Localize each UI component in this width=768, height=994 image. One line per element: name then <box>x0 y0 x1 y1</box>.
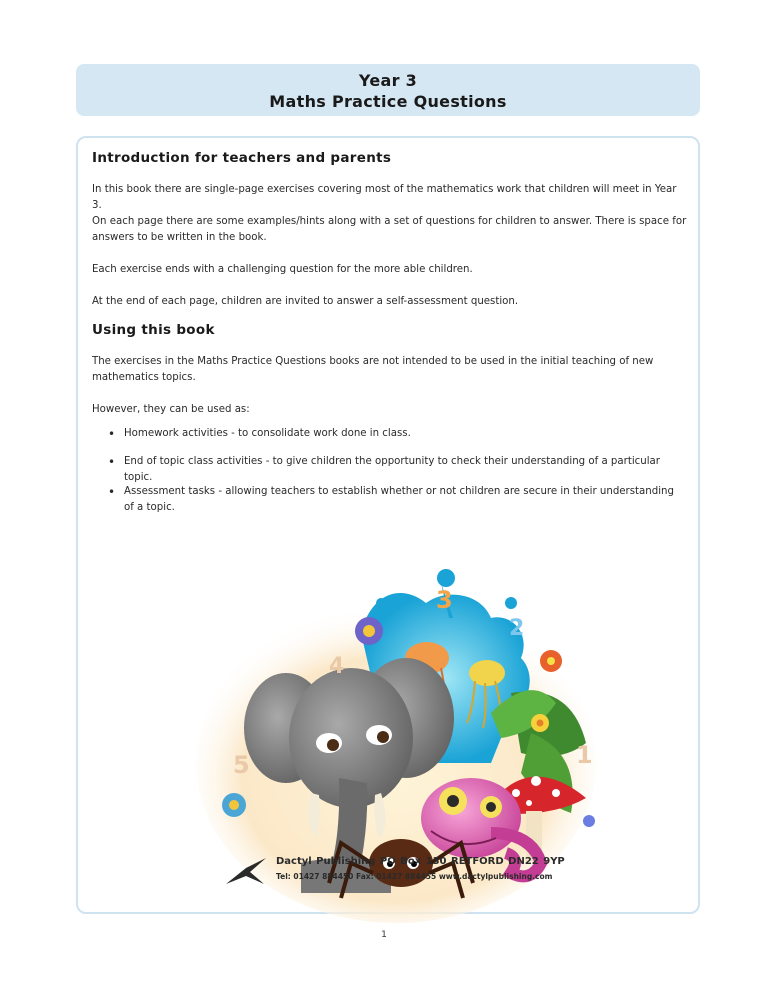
title-banner <box>76 64 700 116</box>
bullet-text: End of topic class activities - to give children the opportunity to check their understanding of a particular topic. <box>124 456 660 483</box>
number-5-label: 5 <box>233 751 250 779</box>
bullet-dot-icon: • <box>108 455 116 469</box>
bullet-item <box>108 454 678 486</box>
number-2-label: 2 <box>509 616 525 641</box>
publisher-address: Dactyl Publishing PO Box 130 RETFORD DN22 9YP <box>276 856 565 867</box>
bullet-text: Assessment tasks - allowing teachers to establish whether or not children are secure in their understanding of a topic. <box>124 486 674 513</box>
content-box <box>76 136 700 914</box>
bullet-dot-icon: • <box>108 427 116 441</box>
title-subject: Maths Practice Questions <box>269 92 507 111</box>
intro-paragraph-1: In this book there are single-page exercises covering most of the mathematics work that children will meet in Year 3. <box>92 184 677 211</box>
intro-paragraph-4: At the end of each page, children are invited to answer a self-assessment question. <box>92 296 519 307</box>
page-number: 1 <box>381 930 387 940</box>
flower-icon <box>531 714 549 732</box>
flower-icon <box>355 617 383 645</box>
number-4-label: 4 <box>329 654 345 679</box>
using-heading: Using this book <box>92 322 215 338</box>
number-1-label: 1 <box>576 741 593 769</box>
flower-icon <box>583 815 595 827</box>
intro-paragraph-2: On each page there are some examples/hints along with a set of questions for children to answer. There is space for answers to be written in the book. <box>92 216 687 243</box>
title-year: Year 3 <box>358 71 418 90</box>
bullet-text: Homework activities - to consolidate work done in class. <box>124 428 411 439</box>
using-paragraph-1: The exercises in the Maths Practice Questions books are not intended to be used in the initial teaching of new mathematics topics. <box>92 356 654 383</box>
flower-icon <box>222 793 246 817</box>
bullet-dot-icon: • <box>108 485 116 499</box>
publisher-info <box>218 852 563 892</box>
bullet-item <box>108 484 678 516</box>
flower-icon <box>540 650 562 672</box>
number-3-label: 3 <box>436 586 453 614</box>
using-paragraph-2: However, they can be used as: <box>92 404 250 415</box>
bullet-item <box>108 426 678 442</box>
intro-heading: Introduction for teachers and parents <box>92 150 392 166</box>
intro-paragraph-3: Each exercise ends with a challenging question for the more able children. <box>92 264 473 275</box>
publisher-contact: Tel: 01427 884450 Fax: 01427 884455 www.dactylpublishing.com <box>276 872 553 881</box>
dactyl-logo-icon <box>224 854 268 888</box>
